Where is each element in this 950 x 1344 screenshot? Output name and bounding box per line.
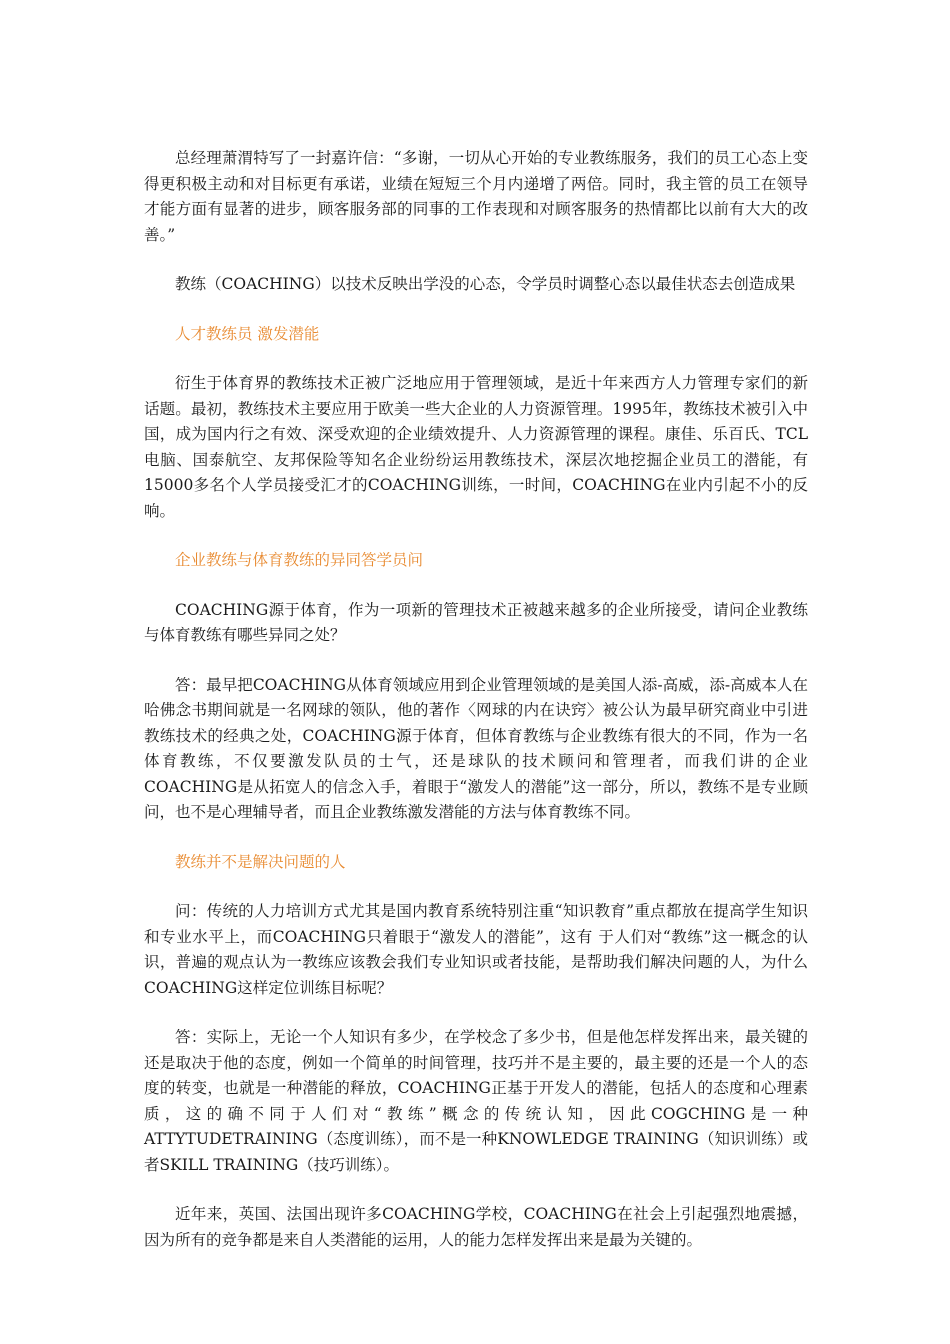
paragraph-question-differences: COACHING源于体育，作为一项新的管理技术正被越来越多的企业所接受，请问企业教练与体育教练有哪些异同之处？ (144, 600, 808, 644)
paragraph-recent-years: 近年来，英国、法国出现许多COACHING学校，COACHING在社会上引起强烈地震撼，因为所有的竞争都是来自人类潜能的运用，人的能力怎样发挥出来是最为关键的。 (144, 1205, 808, 1249)
paragraph-answer-differences: 答：最早把COACHING从体育领域应用到企业管理领域的是美国人添-高威，添-高威本人在哈佛念书期间就是一名网球的领队，他的著作〈网球的内在诀窍〉被公认为最早研究商业中引进教练技术的经典之处，COACHING源于体育，但体育教练与企业教练有很大的不同，作为一名体育教练，不仅要激发队员的士气，还是球队的技术顾问和管理者，而我们讲的企业COACHING是从拓宽人的信念入手，着眼于“激发人的潜能”这一部分，所以，教练不是专业顾问，也不是心理辅导者，而且企业教练激发潜能的方法与体育教练不同。 (144, 675, 808, 821)
section-heading-not-problem-solver: 教练并不是解决问题的人 (175, 852, 346, 871)
paragraph-coaching-intro: 教练（COACHING）以技术反映出学没的心态，令学员时调整心态以最佳状态去创造成果 (175, 275, 796, 293)
paragraph-praise-letter: 总经理萧渭特写了一封嘉许信：“多谢，一切从心开始的专业教练服务，我们的员工心态上变得更积极主动和对目标更有承诺，业绩在短短三个月内递增了两倍。同时，我主管的员工在领导才能方面有显著的进步，顾客服务部的同事的工作表现和对顾客服务的热情都比以前有大大的改善。” (144, 149, 808, 244)
paragraph-question-training-goal: 问：传统的人力培训方式尤其是国内教育系统特别注重“知识教育”重点都放在提高学生知识和专业水平上，而COACHING只着眼于“激发人的潜能”，这有 于人们对“教练”这一概念的认识，普遍的观点认为一教练应该教会我们专业知识或者技能，是帮助我们解决问题的人，为什么COACHING这样定位训练目标呢？ (144, 902, 808, 997)
section-heading-talent-coach: 人才教练员 激发潜能 (175, 324, 320, 343)
paragraph-coaching-history: 衍生于体育界的教练技术正被广泛地应用于管理领域，是近十年来西方人力管理专家们的新话题。最初，教练技术主要应用于欧美一些大企业的人力资源管理。1995年，教练技术被引入中国，成为国内行之有效、深受欢迎的企业绩效提升、人力资源管理的课程。康佳、乐百氏、TCL电脑、国泰航空、友邦保险等知名企业纷纷运用教练技术，深层次地挖掘企业员工的潜能，有15000多名个人学员接受汇才的COACHING训练，一时间，COACHING在业内引起不小的反响。 (144, 374, 808, 520)
paragraph-answer-attitude: 答：实际上，无论一个人知识有多少，在学校念了多少书，但是他怎样发挥出来，最关键的还是取决于他的态度，例如一个简单的时间管理，技巧并不是主要的，最主要的还是一个人的态度的转变，也就是一种潜能的释放，COACHING正基于开发人的潜能，包括人的态度和心理素质，这的确不同于人们对“教练”概念的传统认知，因此COGCHING是一种ATTYTUDETRAINING（态度训练），而不是一种KNOWLEDGE TRAINING（知识训练）或者SKILL TRAINING（技巧训练）。 (144, 1028, 808, 1174)
document-page (144, 146, 808, 1277)
section-heading-enterprise-vs-sports: 企业教练与体育教练的异同答学员问 (175, 551, 424, 569)
